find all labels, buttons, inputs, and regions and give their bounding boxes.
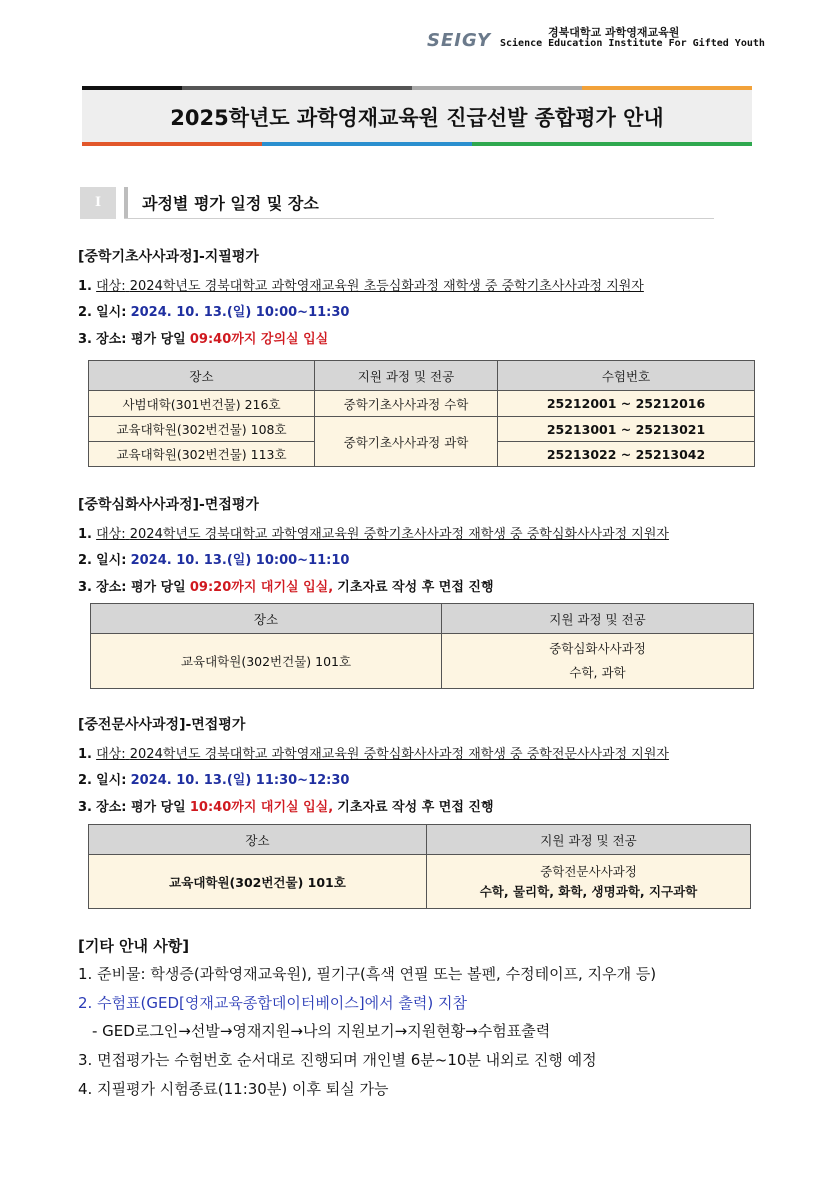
datetime-value: 2024. 10. 13.(일) 11:30~12:30 [130, 773, 350, 788]
note-item: 2. 수험표(GED[영재교육종합데이터베이스]에서 출력) 지참 [78, 994, 467, 1012]
place-time: 09:20까지 대기실 입실, [189, 580, 334, 595]
title-banner [82, 86, 752, 146]
section-number: I [80, 187, 116, 219]
course2-target [78, 523, 669, 542]
item-number: 3. [78, 332, 92, 347]
place-tail: 기초자료 작성 후 면접 진행 [337, 800, 494, 815]
item-number: 2. [78, 305, 92, 320]
notes-heading: [기타 안내 사항] [78, 937, 190, 955]
table-row [89, 855, 751, 909]
course-cell [442, 634, 754, 689]
institute-name-kr: 경북대학교 과학영재교육원 [548, 26, 680, 39]
course1-place [78, 328, 328, 347]
bottom-stripe-red [82, 142, 262, 146]
target-text: 2024학년도 경북대학교 과학영재교육원 중학심화사사과정 재학생 중 중학전문사사과정 지원자 [129, 747, 669, 762]
course2-table [90, 603, 754, 689]
place-cell: 교육대학원(302번건물) 101호 [89, 855, 427, 909]
place-time: 09:40까지 강의실 입실 [189, 332, 329, 347]
logo-text: SEIGY [427, 30, 492, 51]
target-text: 2024학년도 경북대학교 과학영재교육원 중학기초사사과정 재학생 중 중학심화사사과정 지원자 [129, 527, 669, 542]
course-subjects: 수학, 과학 [569, 665, 626, 680]
place-label: 장소: 평가 당일 [96, 800, 186, 815]
place-cell: 사범대학(301번건물) 216호 [89, 391, 315, 417]
datetime-value: 2024. 10. 13.(일) 10:00~11:30 [130, 305, 350, 320]
target-label: 대상: [96, 279, 126, 294]
course3-datetime [78, 769, 349, 788]
table-row [91, 634, 754, 689]
course3-target [78, 743, 669, 762]
number-cell: 25213022 ~ 25213042 [498, 442, 755, 467]
course2-place [78, 576, 494, 595]
course1-table [88, 360, 755, 467]
item-number: 1. [78, 747, 92, 762]
table-header: 장소 [89, 825, 427, 855]
place-label: 장소: 평가 당일 [96, 580, 186, 595]
item-number: 3. [78, 800, 92, 815]
course3-place [78, 796, 494, 815]
place-cell: 교육대학원(302번건물) 101호 [91, 634, 442, 689]
seigy-logo [427, 30, 491, 51]
top-stripe-orange [582, 86, 752, 90]
course-cell: 중학기초사사과정 과학 [315, 417, 498, 467]
place-cell: 교육대학원(302번건물) 108호 [89, 417, 315, 442]
course2-heading: [중학심화사사과정]-면접평가 [78, 497, 259, 513]
section-title: 과정별 평가 일정 및 장소 [142, 194, 319, 213]
datetime-label: 일시: [96, 553, 127, 568]
course2-datetime [78, 549, 349, 568]
institute-name-en: Science Education Institute For Gifted Youth [500, 38, 765, 49]
item-number: 3. [78, 580, 92, 595]
section-underline [124, 218, 714, 219]
course3-heading: [중전문사사과정]-면접평가 [78, 717, 246, 733]
note-subitem: - GED로그인→선발→영재지원→나의 지원보기→지원현황→수험표출력 [92, 1022, 551, 1040]
number-cell: 25212001 ~ 25212016 [498, 391, 755, 417]
bottom-stripe-blue [262, 142, 472, 146]
target-text: 2024학년도 경북대학교 과학영재교육원 초등심화과정 재학생 중 중학기초사사과정 지원자 [129, 279, 644, 294]
note-item: 1. 준비물: 학생증(과학영재교육원), 필기구(흑색 연필 또는 볼펜, 수정테이프, 지우개 등) [78, 965, 657, 983]
course1-heading: [중학기초사사과정]-지필평가 [78, 249, 259, 265]
bottom-stripe-green [472, 142, 752, 146]
top-stripe-darkgray [182, 86, 412, 90]
place-time: 10:40까지 대기실 입실, [189, 800, 334, 815]
table-header: 지원 과정 및 전공 [442, 604, 754, 634]
course-name: 중학전문사사과정 [540, 863, 637, 879]
course1-datetime [78, 301, 349, 320]
item-number: 1. [78, 527, 92, 542]
target-label: 대상: [96, 747, 126, 762]
item-number: 2. [78, 773, 92, 788]
course-subjects: 수학, 물리학, 화학, 생명과학, 지구과학 [479, 883, 698, 899]
course-cell [427, 855, 751, 909]
top-stripe-gray [412, 86, 582, 90]
table-row [89, 391, 755, 417]
section-bar [124, 187, 128, 219]
note-item: 4. 지필평가 시험종료(11:30분) 이후 퇴실 가능 [78, 1080, 389, 1098]
course3-table [88, 824, 751, 909]
table-header: 수험번호 [498, 361, 755, 391]
target-label: 대상: [96, 527, 126, 542]
datetime-label: 일시: [96, 305, 127, 320]
place-cell: 교육대학원(302번건물) 113호 [89, 442, 315, 467]
table-header: 장소 [91, 604, 442, 634]
datetime-value: 2024. 10. 13.(일) 10:00~11:10 [130, 553, 350, 568]
table-header: 장소 [89, 361, 315, 391]
course-cell: 중학기초사사과정 수학 [315, 391, 498, 417]
course1-target [78, 275, 644, 294]
top-stripe-black [82, 86, 182, 90]
datetime-label: 일시: [96, 773, 127, 788]
page-title: 2025학년도 과학영재교육원 진급선발 종합평가 안내 [170, 106, 664, 130]
place-tail: 기초자료 작성 후 면접 진행 [337, 580, 494, 595]
item-number: 2. [78, 553, 92, 568]
note-item: 3. 면접평가는 수험번호 순서대로 진행되며 개인별 6분~10분 내외로 진행 예정 [78, 1051, 597, 1069]
item-number: 1. [78, 279, 92, 294]
table-header: 지원 과정 및 전공 [427, 825, 751, 855]
number-cell: 25213001 ~ 25213021 [498, 417, 755, 442]
place-label: 장소: 평가 당일 [96, 332, 186, 347]
table-row [89, 417, 755, 442]
course-name: 중학심화사사과정 [549, 641, 646, 656]
table-header: 지원 과정 및 전공 [315, 361, 498, 391]
